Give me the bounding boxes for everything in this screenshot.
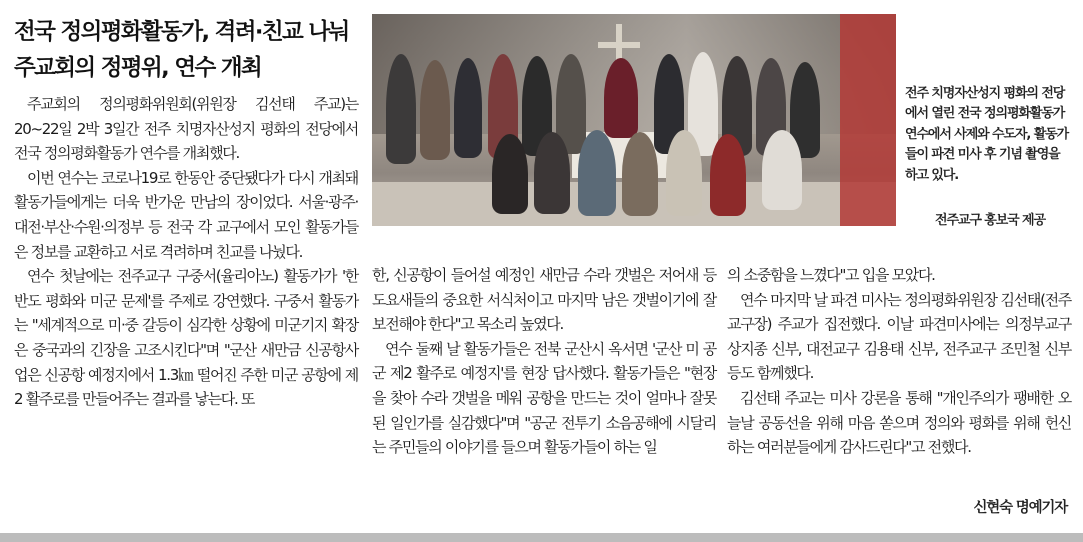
photo-person [420, 60, 450, 160]
photo-person [666, 130, 702, 216]
paragraph: 한, 신공항이 들어설 예정인 새만금 수라 갯벌은 저어새 등 도요새들의 중요한 서식처이고 마지막 남은 갯벌이기에 잘 보전해야 한다"고 목소리 높였다. [372, 266, 716, 334]
photo-caption: 전주 치명자산성지 평화의 전당에서 열린 전국 정의평화활동가 연수에서 사제와 수도자, 활동가들이 파견 미사 후 기념 촬영을 하고 있다. [905, 86, 1069, 183]
photo-person [710, 134, 746, 216]
headline-line-1: 전국 정의평화활동가, 격려·친교 나눠 [14, 19, 349, 45]
photo-credit: 전주교구 홍보국 제공 [935, 213, 1045, 228]
paragraph: 의 소중함을 느꼈다"고 입을 모았다. [727, 266, 935, 284]
photo-cross-horizontal [598, 42, 640, 48]
headline [14, 14, 354, 86]
photo-person [578, 130, 616, 216]
headline-line-2: 주교회의 정평위, 연수 개최 [14, 55, 262, 81]
paragraph: 연수 둘째 날 활동가들은 전북 군산시 옥서면 '군산 미 공군 제2 활주로 예정지'를 현장 답사했다. 활동가들은 "현장을 찾아 수라 갯벌을 메워 공항을 만드는 것이 얼마나 잘못된 일인가를 실감했다"며 "공군 전투기 소음공해에 시달리는 주민들의 이야기를 들으며 활동가들이 하는 일 [372, 339, 716, 457]
photo-person [762, 130, 802, 210]
paragraph: 연수 첫날에는 전주교구 구중서(율리아노) 활동가가 '한반도 평화와 미군 문제'를 주제로 강연했다. 구중서 활동가는 "세계적으로 미·중 갈등이 심각한 상황에 미군기지 확장은 중국과의 긴장을 고조시킨다"며 "군산 새만금 신공항사업은 신공항 예정지에서 1.3㎞ 떨어진 주한 미군 공항에 제2 활주로를 만들어주는 결과를 낳는다. 또 [14, 267, 358, 409]
paragraph: 주교회의 정의평화위원회(위원장 김선태 주교)는 20~22일 2박 3일간 전주 치명자산성지 평화의 전당에서 전국 정의평화활동가 연수를 개최했다. [14, 95, 358, 163]
paragraph: 이번 연수는 코로나19로 한동안 중단됐다가 다시 개최돼 활동가들에게는 더욱 반가운 만남의 장이었다. 서울·광주·대전·부산·수원·의정부 등 전국 각 교구에서 모인 활동가들은 정보를 교환하고 서로 격려하며 친교를 나눴다. [14, 168, 358, 261]
column-3 [727, 263, 1071, 460]
paragraph: 김선태 주교는 미사 강론을 통해 "개인주의가 팽배한 오늘날 공동선을 위해 마음 쏟으며 정의와 평화를 위해 헌신하는 여러분들에게 감사드린다"고 전했다. [727, 388, 1071, 457]
paragraph: 연수 마지막 날 파견 미사는 정의평화위원장 김선태(전주교구장) 주교가 집전했다. 이날 파견미사에는 의정부교구 상지종 신부, 대전교구 김용태 신부, 전주교구 조민철 신부 등도 함께했다. [727, 290, 1071, 383]
photo-person [454, 58, 482, 158]
photo-person [604, 58, 638, 138]
column-2 [372, 263, 716, 460]
byline: 신현숙 명예기자 [973, 500, 1067, 516]
photo-person [534, 132, 570, 214]
photo-person [492, 134, 528, 214]
column-1 [14, 92, 358, 412]
photo-person [622, 132, 658, 216]
footer-bar [0, 533, 1083, 542]
photo-person [386, 54, 416, 164]
photo-red-panel [840, 14, 896, 226]
group-photo [372, 14, 896, 226]
